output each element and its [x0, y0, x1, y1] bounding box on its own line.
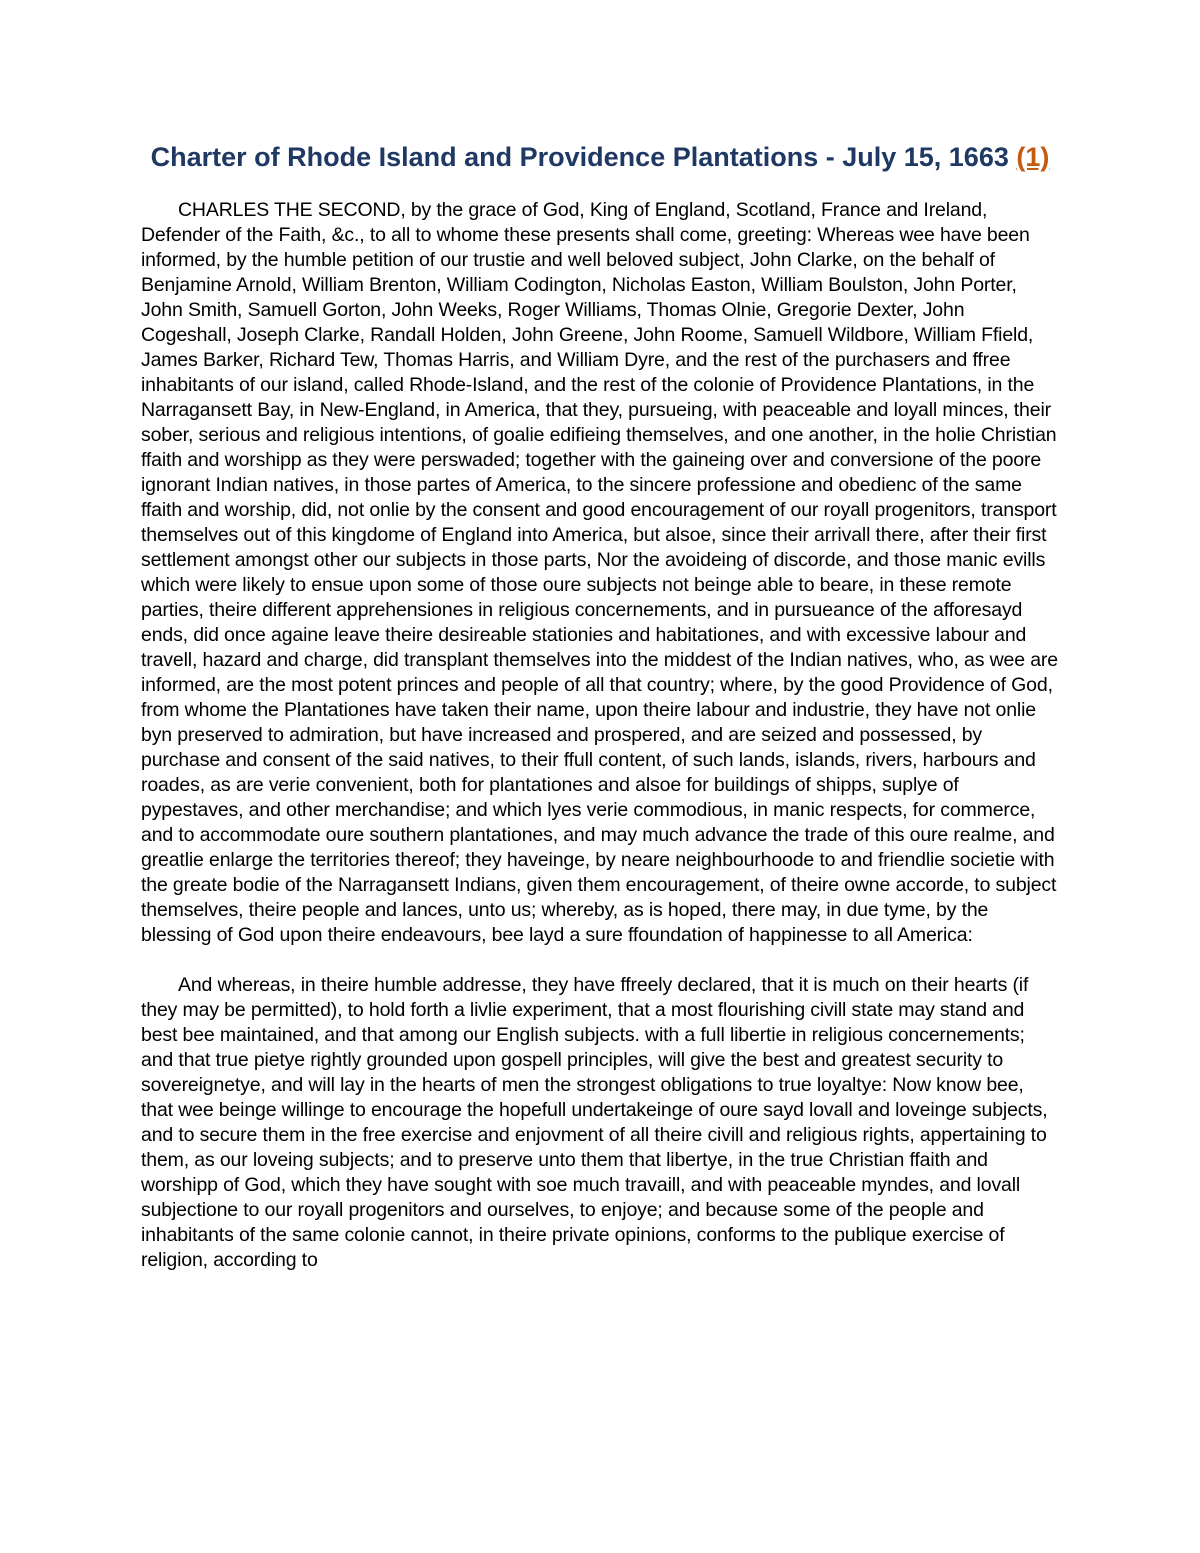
title-text: Charter of Rhode Island and Providence Plantations - July 15, 1663 [150, 142, 1009, 172]
body-paragraph-1: CHARLES THE SECOND, by the grace of God, King of England, Scotland, France and Ireland, Defender of the Faith, &c., to all to whome these presents shall come, greeting: Whereas wee have been informed, by the humble petition of our trustie and well beloved subject, John Clarke, on the behalf of Benjamine Arnold, William Brenton, William Codington, Nicholas Easton, William Boulston, John Porter, John Smith, Samuell Gorton, John Weeks, Roger Williams, Thomas Olnie, Gregorie Dexter, John Cogeshall, Joseph Clarke, Randall Holden, John Greene, John Roome, Samuell Wildbore, William Ffield, James Barker, Richard Tew, Thomas Harris, and William Dyre, and the rest of the purchasers and ffree inhabitants of our island, called Rhode-Island, and the rest of the colonie of Providence Plantations, in the Narragansett Bay, in New-England, in America, that they, pursueing, with peaceable and loyall minces, their sober, serious and religious intentions, of goalie edifieing themselves, and one another, in the holie Christian ffaith and worshipp as they were perswaded; together with the gaineing over and conversione of the poore ignorant Indian natives, in those partes of America, to the sincere professione and obedienc of the same ffaith and worship, did, not onlie by the consent and good encouragement of our royall progenitors, transport themselves out of this kingdome of England into America, but alsoe, since their arrivall there, after their first settlement amongst other our subjects in those parts, Nor the avoideing of discorde, and those manic evills which were likely to ensue upon some of those oure subjects not beinge able to beare, in these remote parties, theire different apprehensiones in religious concernements, and in pursueance of the afforesayd ends, did once againe leave theire desireable stationies and habitationes, and with excessive labour and travell, hazard and charge, did transplant themselves into the middest of the Indian natives, who, as wee are informed, are the most potent princes and people of all that country; where, by the good Providence of God, from whome the Plantationes have taken their name, upon theire labour and industrie, they have not onlie byn preserved to admiration, but have increased and prospered, and are seized and possessed, by purchase and consent of the said natives, to their ffull content, of such lands, islands, rivers, harbours and roades, as are verie convenient, both for plantationes and alsoe for buildings of shipps, suplye of pypestaves, and other merchandise; and which lyes verie commodious, in manic respects, for commerce, and to accommodate oure southern plantationes, and may much advance the trade of this oure realme, and greatlie enlarge the territories thereof; they haveinge, by neare neighbourhoode to and friendlie societie with the greate bodie of the Narragansett Indians, given them encouragement, of theire owne accorde, to subject themselves, theire people and lances, unto us; whereby, as is hoped, there may, in due tyme, by the blessing of God upon theire endeavours, bee layd a sure ffoundation of happinesse to all America: [141, 199, 1058, 946]
footnote-link[interactable]: (1) [1016, 142, 1050, 172]
document-title [141, 140, 1059, 175]
document-page [141, 140, 1059, 1273]
body-paragraph-2: And whereas, in theire humble addresse, they have ffreely declared, that it is much on their hearts (if they may be permitted), to hold forth a livlie experiment, that a most flourishing civill state may stand and best bee maintained, and that among our English subjects. with a full libertie in religious concernements; and that true pietye rightly grounded upon gospell principles, will give the best and greatest security to sovereignetye, and will lay in the hearts of men the strongest obligations to true loyaltye: Now know bee, that wee beinge willinge to encourage the hopefull undertakeinge of oure sayd lovall and loveinge subjects, and to secure them in the free exercise and enjovment of all theire civill and religious rights, appertaining to them, as our loveing subjects; and to preserve unto them that libertye, in the true Christian ffaith and worshipp of God, which they have sought with soe much travaill, and with peaceable myndes, and lovall subjectione to our royall progenitors and ourselves, to enjoye; and because some of the people and inhabitants of the same colonie cannot, in theire private opinions, conforms to the publique exercise of religion, according to [141, 974, 1048, 1271]
